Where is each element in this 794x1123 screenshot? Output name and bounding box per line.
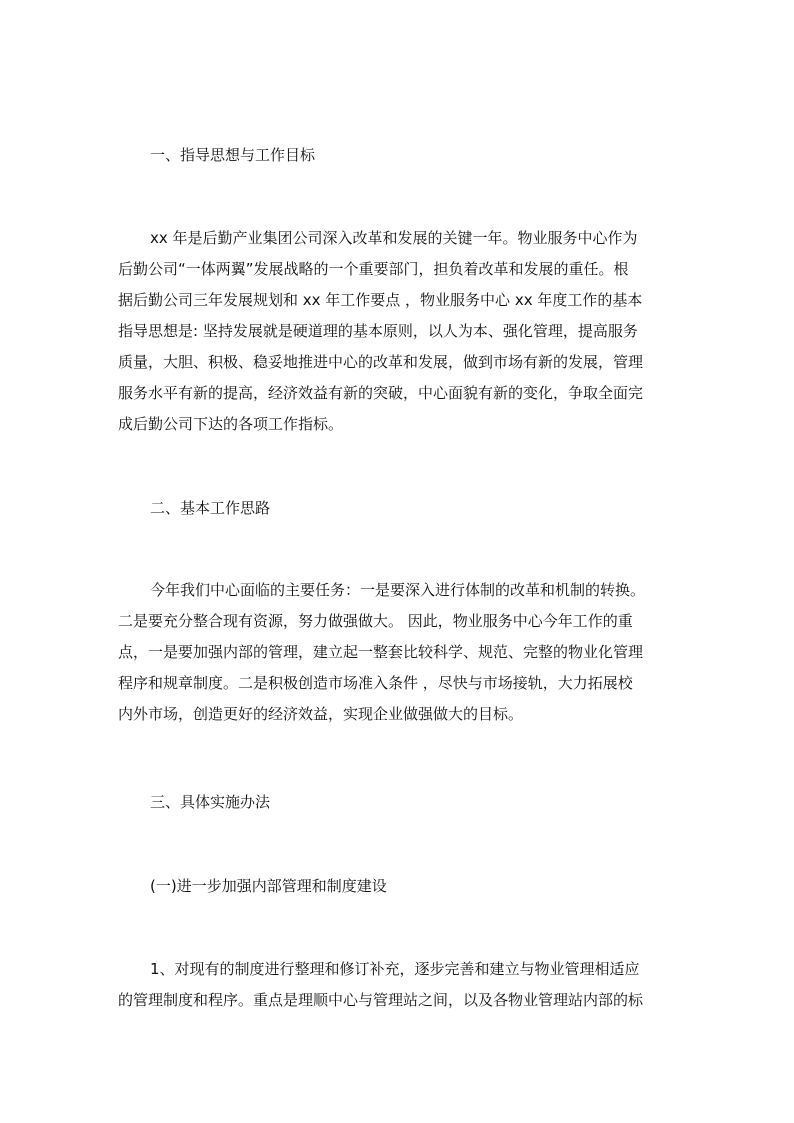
- paragraph-line: 后勤公司“一体两翼”发展战略的一个重要部门，担负着改革和发展的重任。根: [118, 260, 629, 278]
- paragraph-3: [118, 954, 678, 1016]
- paragraph-line: 二是要充分整合现有资源，努力做强做大。 因此，物业服务中心今年工作的重: [118, 612, 633, 630]
- section-heading-3: 三、具体实施办法: [150, 793, 271, 811]
- paragraph-line: 据后勤公司三年发展规划和 xx 年工作要点 ，物业服务中心 xx 年度工作的基本: [118, 291, 643, 309]
- paragraph-line: 成后勤公司下达的各项工作指标。: [118, 415, 344, 433]
- paragraph-line: 的管理制度和程序。重点是理顺中心与管理站之间，以及各物业管理站内部的标: [118, 991, 644, 1009]
- section-heading-1: 一、指导思想与工作目标: [150, 146, 316, 164]
- paragraph-line: 质量，大胆、积极、稳妥地推进中心的改革和发展，做到市场有新的发展，管理: [118, 353, 644, 371]
- section-heading-2: 二、基本工作思路: [150, 499, 271, 517]
- paragraph-2: [118, 575, 678, 730]
- paragraph-line: 1、对现有的制度进行整理和修订补充，逐步完善和建立与物业管理相适应: [150, 960, 640, 978]
- paragraph-line: 今年我们中心面临的主要任务：一是要深入进行体制的改革和机制的转换。: [150, 581, 646, 599]
- paragraph-line: 服务水平有新的提高，经济效益有新的突破，中心面貌有新的变化，争取全面完: [118, 384, 644, 402]
- paragraph-line: 内外市场，创造更好的经济效益，实现企业做强做大的目标。: [118, 705, 524, 723]
- paragraph-1: [118, 223, 678, 440]
- subsection-heading-1: (一)进一步加强内部管理和制度建设: [150, 877, 387, 895]
- paragraph-line: 指导思想是: 坚持发展就是硬道理的基本原则，以人为本、强化管理，提高服务: [118, 322, 638, 340]
- paragraph-line: 程序和规章制度。二是积极创造市场准入条件 ，尽快与市场接轨，大力拓展校: [118, 674, 633, 692]
- paragraph-line: xx 年是后勤产业集团公司深入改革和发展的关键一年。物业服务中心作为: [150, 229, 638, 247]
- paragraph-line: 点，一是要加强内部的管理，建立起一整套比较科学、规范、完整的物业化管理: [118, 643, 644, 661]
